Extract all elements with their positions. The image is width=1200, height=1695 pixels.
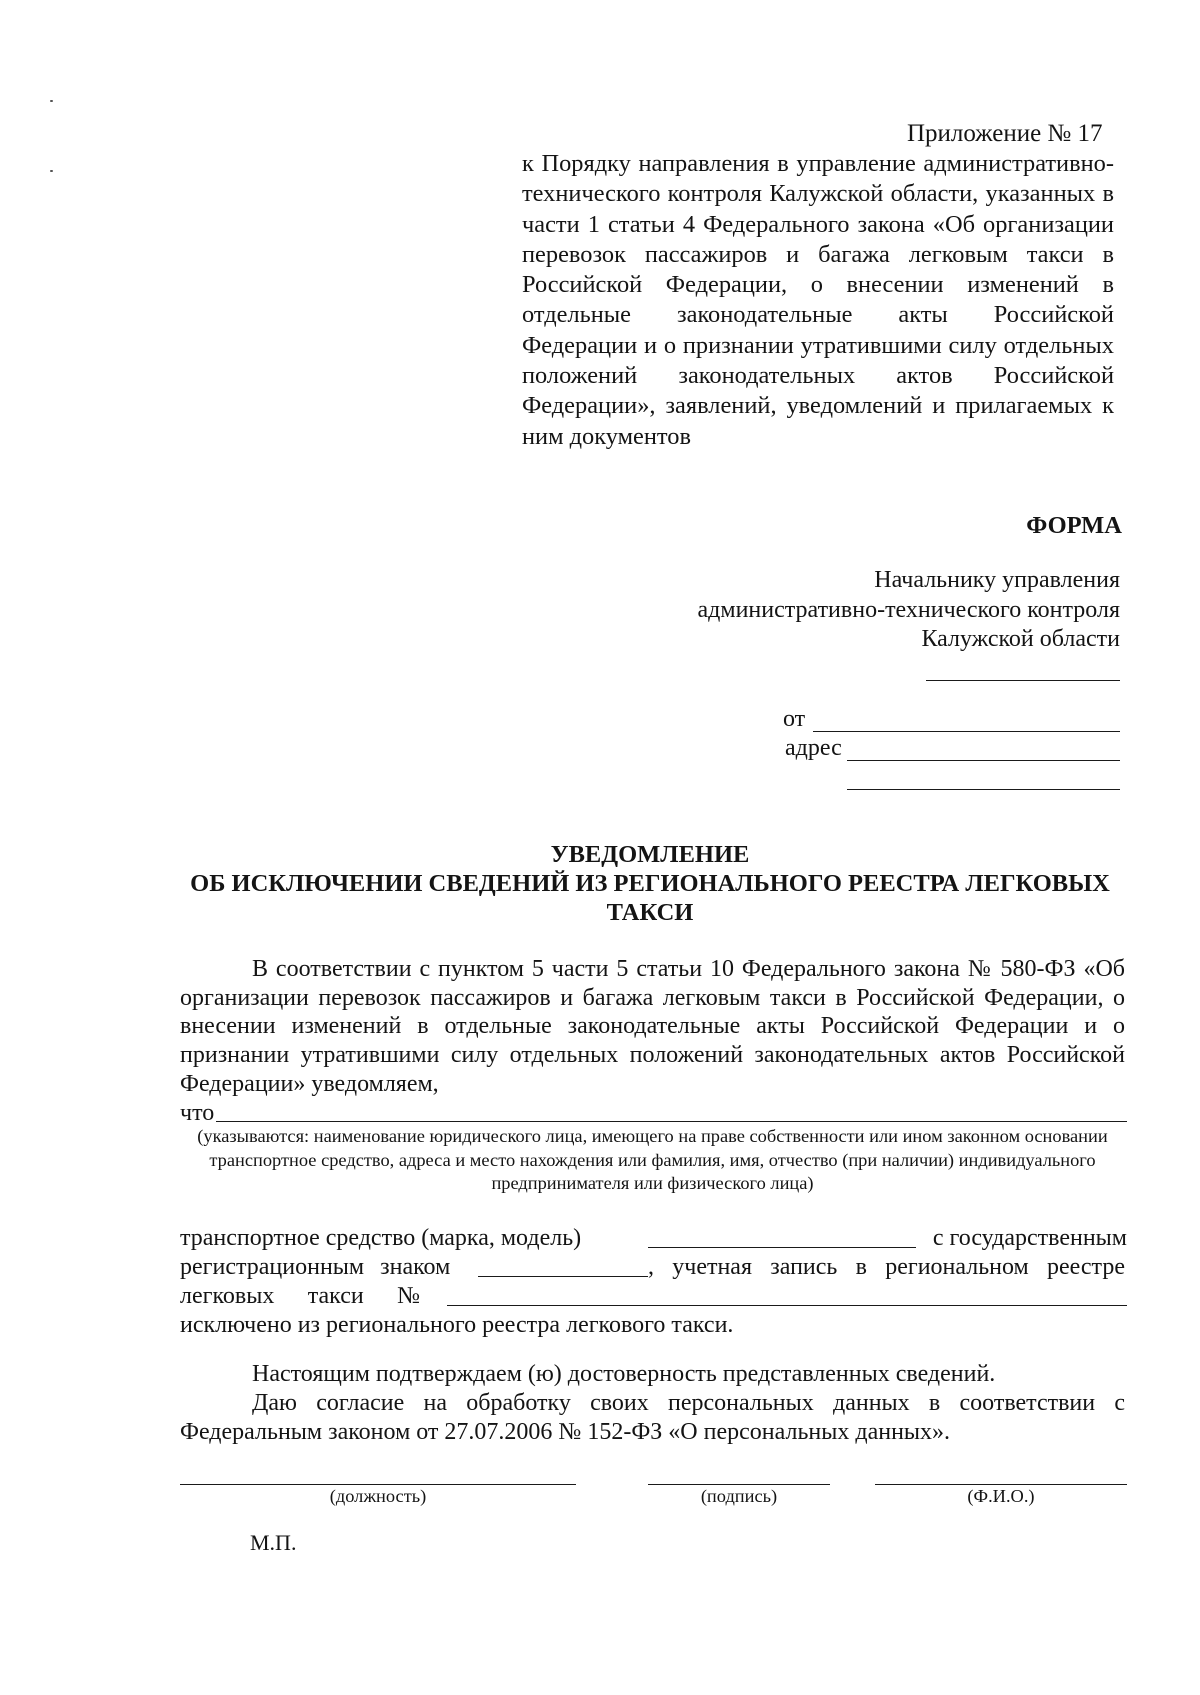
name-blank-line bbox=[875, 1484, 1127, 1485]
vehicle-blank-line bbox=[648, 1247, 916, 1248]
addressee-blank-line bbox=[926, 680, 1120, 681]
account-label: , учетная запись в региональном реестре bbox=[648, 1254, 1125, 1280]
scan-speck bbox=[50, 100, 53, 102]
notice-paragraph: В соответствии с пунктом 5 части 5 статьи 10 Федерального закона № 580-ФЗ «Об организации перевозок пассажиров и багажа легковым такси в Российской Федерации, о внесении изменений в отдельные законодательные акты Российской Федерации и о признании утратившими силу отдельных положений законодательных актов Российской Федерации» уведомляем, bbox=[180, 956, 1125, 1097]
entity-blank-line bbox=[216, 1121, 1127, 1122]
reg-blank-line bbox=[478, 1276, 648, 1277]
document-subtitle: ТАКСИ bbox=[606, 899, 694, 926]
from-blank-line bbox=[813, 731, 1120, 732]
signature-caption: (подпись) bbox=[700, 1486, 778, 1506]
form-label: ФОРМА bbox=[1026, 512, 1122, 539]
document-title: УВЕДОМЛЕНИЕ bbox=[550, 841, 750, 868]
signature-blank-line bbox=[648, 1484, 830, 1485]
position-blank-line bbox=[180, 1484, 576, 1485]
addressee-line: Начальнику управления bbox=[874, 567, 1120, 593]
entity-caption: (указываются: наименование юридического лица, имеющего на праве собственности или ином законном основании транспортное средство, адреса и место нахождения или фамилия, имя, отчество (при наличии) индивидуального предпринимателя или физического лица) bbox=[197, 1126, 1108, 1193]
addressee-line: административно-технического контроля bbox=[697, 596, 1120, 623]
confirm-text: Настоящим подтверждаем (ю) достоверность представленных сведений. bbox=[252, 1361, 996, 1387]
address-blank-line bbox=[847, 789, 1120, 790]
excluded-text: исключено из регионального реестра легкового такси. bbox=[180, 1312, 734, 1338]
state-label: с государственным bbox=[932, 1225, 1127, 1251]
appendix-reference: к Порядку направления в управление административно-технического контроля Калужской области, указанных в части 1 статьи 4 Федерального закона «Об организации перевозок пассажиров и багажа легковым такси в Российской Федерации, о внесении изменений в отдельные законодательные акты Российской Федерации и о признании утратившими силу отдельных положений законодательных актов Российской Федерации», заявлений, уведомлений и прилагаемых к ним документов bbox=[522, 150, 1114, 450]
registry-label: легковых такси № bbox=[180, 1283, 420, 1309]
stamp-place-label: М.П. bbox=[250, 1530, 297, 1555]
addressee-line: Калужской области bbox=[921, 626, 1120, 652]
position-caption: (должность) bbox=[329, 1486, 427, 1506]
consent-text: Даю согласие на обработку своих персональных данных в соответствии с Федеральным законом от 27.07.2006 № 152-ФЗ «О персональных данных». bbox=[180, 1390, 1125, 1445]
address-blank-line bbox=[847, 760, 1120, 761]
appendix-number: Приложение № 17 bbox=[907, 120, 1103, 147]
vehicle-label: транспортное средство (марка, модель) bbox=[180, 1225, 582, 1251]
from-label: от bbox=[783, 706, 806, 732]
reg-label: регистрационным знаком bbox=[180, 1254, 451, 1280]
name-caption: (Ф.И.О.) bbox=[967, 1486, 1035, 1506]
that-label: что bbox=[180, 1100, 215, 1126]
scan-speck bbox=[50, 170, 53, 172]
address-label: адрес bbox=[785, 735, 842, 761]
addressee-block bbox=[698, 566, 1120, 655]
document-subtitle: ОБ ИСКЛЮЧЕНИИ СВЕДЕНИЙ ИЗ РЕГИОНАЛЬНОГО РЕЕСТРА ЛЕГКОВЫХ bbox=[190, 870, 1110, 897]
registry-blank-line bbox=[447, 1305, 1127, 1306]
